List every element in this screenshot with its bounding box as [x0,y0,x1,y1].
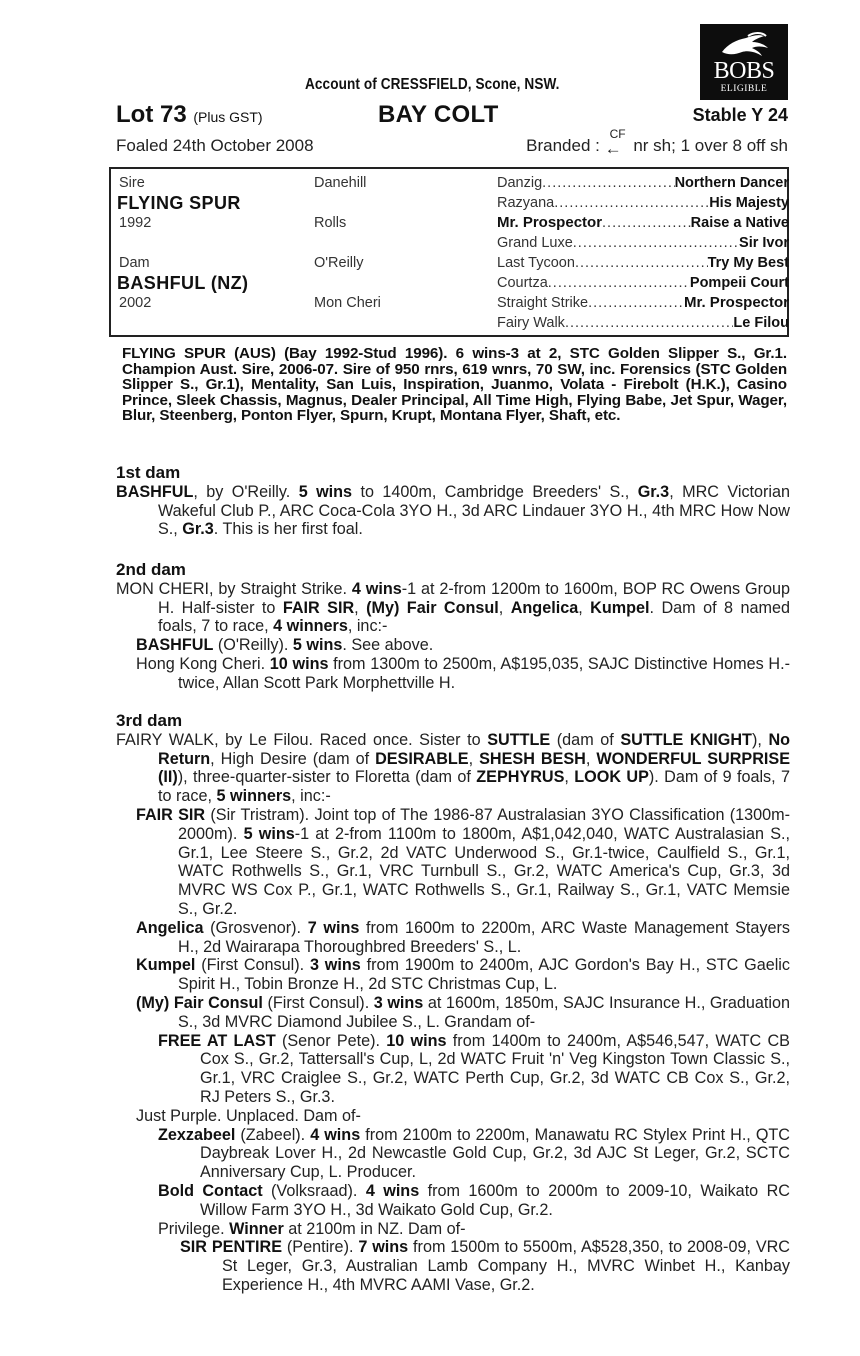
ancestor-row: Razyana ..... His Majesty [497,193,789,213]
ancestor-row: Danzig ..... Northern Dancer [497,173,789,193]
second-dam-heading: 2nd dam [116,560,186,579]
lot-number [116,101,263,129]
logo-eligible-text: ELIGIBLE [720,84,768,94]
progeny-entry: (My) Fair Consul (First Consul). 3 wins at 1600m, 1850m, SAJC Insurance H., Graduation S., 3d MVRC Diamond Jubilee S., L. Grandam of- [136,993,790,1031]
lot-gst-note: (Plus GST) [193,109,263,125]
first-dam-section [116,464,790,539]
sire-year: 1992 [119,215,152,231]
progeny-entry: FREE AT LAST (Senor Pete). 10 wins from 1400m to 2400m, A$546,547, WATC CB Cox S., Gr.2, Tattersall's Cup, L, 2d WATC Fruit 'n' Veg Kingston Town Classic S., Gr.1, VRC Craiglee S., Gr.2, WATC Perth Cup, Gr.2, 3d WATC CB Cox S., Gr.2, RJ Peters S., Gr.3. [158,1031,790,1106]
progeny-entry: Kumpel (First Consul). 3 wins from 1900m to 2400m, AJC Gordon's Bay H., STC Gaelic Spirit H., Tobin Bronze H., 2d STC Christmas Cup, L. [136,956,790,994]
progeny-entry: Just Purple. Unplaced. Dam of- [136,1106,361,1125]
branded-detail: nr sh; 1 over 8 off sh [633,136,788,155]
foaled-date: Foaled 24th October 2008 [116,136,314,155]
progeny-entry: SIR PENTIRE (Pentire). 7 wins from 1500m to 5500m, A$528,350, to 2008-09, VRC St Leger, Gr.3, Australian Lamb Company H., MVRC Winbet H., Kanbay Experience H., 4th MVRC AAMI Vase, Gr.2. [180,1238,790,1294]
dam-year: 2002 [119,295,152,311]
second-dam-intro: MON CHERI, by Straight Strike. 4 wins-1 at 2-from 1200m to 1600m, BOP RC Owens Group H. Half-sister to FAIR SIR, (My) Fair Consul, Angelica, Kumpel. Dam of 8 named foals, 7 to race, 4 winners, inc:- [116,579,790,636]
sire-name: FLYING SPUR [117,193,241,213]
second-dam-section [116,561,790,693]
first-dam-text: BASHFUL, by O'Reilly. 5 wins to 1400m, Cambridge Breeders' S., Gr.3, MRC Victorian Wakeful Club P., ARC Coca-Cola 3YO H., 3d ARC Lindauer 3YO H., 4th MRC How Now S., Gr.3. This is her first foal. [116,482,791,539]
dam-sire: O'Reilly [314,255,364,271]
progeny-entry: Hong Kong Cheri. 10 wins from 1300m to 2500m, A$195,035, SAJC Distinctive Homes H.-twice, Allan Scott Park Morphettville H. [136,654,791,692]
progeny-entry: Privilege. Winner at 2100m in NZ. Dam of- [158,1219,466,1238]
ancestor-row: Courtza ..... Pompeii Court [497,273,789,293]
pedigree-table [109,167,789,337]
sire-sire: Danehill [314,175,367,191]
ancestor-row: Fairy Walk ..... Le Filou [497,313,789,333]
dam-label: Dam [119,255,150,271]
progeny-entry: BASHFUL (O'Reilly). 5 wins. See above. [136,636,434,655]
bobs-eligible-logo [700,24,788,100]
progeny-entry: FAIR SIR (Sir Tristram). Joint top of The 1986-87 Australasian 3YO Classification (1300m-2000m). 5 wins-1 at 2-from 1100m to 1800m, A$1,042,040, WATC Australasian S., Gr.1, Lee Steere S., Gr.2, 2d VATC Underwood S., Gr.1-twice, Caulfield S., Gr.1, WATC Rothwells S., Gr.1, VRC Turnbull S., Gr.2, WATC America's Cup, Gr.3, 3d MVRC WS Cox P., Gr.1, WATC Rothwells S., Gr.1, Railway S., Gr.1, VATC Memsie S., Gr.2. [136,805,790,918]
sire-summary: FLYING SPUR (AUS) (Bay 1992-Stud 1996). 6 wins-3 at 2, STC Golden Slipper S., Gr.1. Champion Aust. Sire, 2006-07. Sire of 950 rnrs, 619 wnrs, 70 SW, inc. Forensics (STC Golden Slipper S., Gr.1), Mentality, San Luis, Inspiration, Juanmo, Volata - Firebolt (H.K.), Casino Prince, Sleek Chassis, Magnus, Dealer Principal, All Time High, Flying Babe, Jet Spur, Wager, Blur, Steenberg, Ponton Flyer, Spurn, Krupt, Montana Flyer, Shaft, etc. [122,345,787,424]
progeny-entry: Zexzabeel (Zabeel). 4 wins from 2100m to 2200m, Manawatu RC Stylex Print H., QTC Daybreak Lover H., 2d Newcastle Gold Cup, Gr.2, 3d AJC St Leger, Gr.2, SCTC Anniversary Cup, L. Producer. [158,1125,790,1182]
ancestor-row: Straight Strike ..... Mr. Prospector [497,293,789,313]
horse-description: BAY COLT [378,101,499,128]
sire-label: Sire [119,175,145,191]
horse-head-icon [718,30,770,60]
dam-dam: Mon Cheri [314,295,381,311]
sire-dam: Rolls [314,215,347,231]
brand-mark-icon: CF ← [604,127,626,158]
vendor-account: Account of CRESSFIELD, Scone, NSW. [305,76,560,93]
ancestor-row: Grand Luxe ..... Sir Ivor [497,233,789,253]
third-dam-heading: 3rd dam [116,711,183,730]
progeny-entry: Angelica (Grosvenor). 7 wins from 1600m to 2200m, ARC Waste Management Stayers H., 2d Wairarapa Thoroughbred Breeders' S., L. [136,918,790,956]
third-dam-intro: FAIRY WALK, by Le Filou. Raced once. Sister to SUTTLE (dam of SUTTLE KNIGHT), No Return, High Desire (dam of DESIRABLE, SHESH BESH, WONDERFUL SURPRISE (II)), three-quarter-sister to Floretta (dam of ZEPHYRUS, LOOK UP). Dam of 9 foals, 7 to race, 5 winners, inc:- [116,730,791,806]
brand-info [526,127,788,158]
third-dam-section [116,712,790,1295]
ancestor-row: Last Tycoon ..... Try My Best [497,253,789,273]
logo-bobs-text: BOBS [713,58,775,84]
stable-location: Stable Y 24 [692,105,788,125]
branded-label: Branded : [526,136,600,155]
ancestor-row: Mr. Prospector ..... Raise a Native [497,213,789,233]
first-dam-heading: 1st dam [116,463,181,482]
lot-label: Lot 73 [116,101,187,128]
progeny-entry: Bold Contact (Volksraad). 4 wins from 1600m to 2000m to 2009-10, Waikato RC Willow Farm 3YO H., 3d Waikato Gold Cup, Gr.2. [158,1181,790,1219]
dam-name: BASHFUL (NZ) [117,273,249,293]
